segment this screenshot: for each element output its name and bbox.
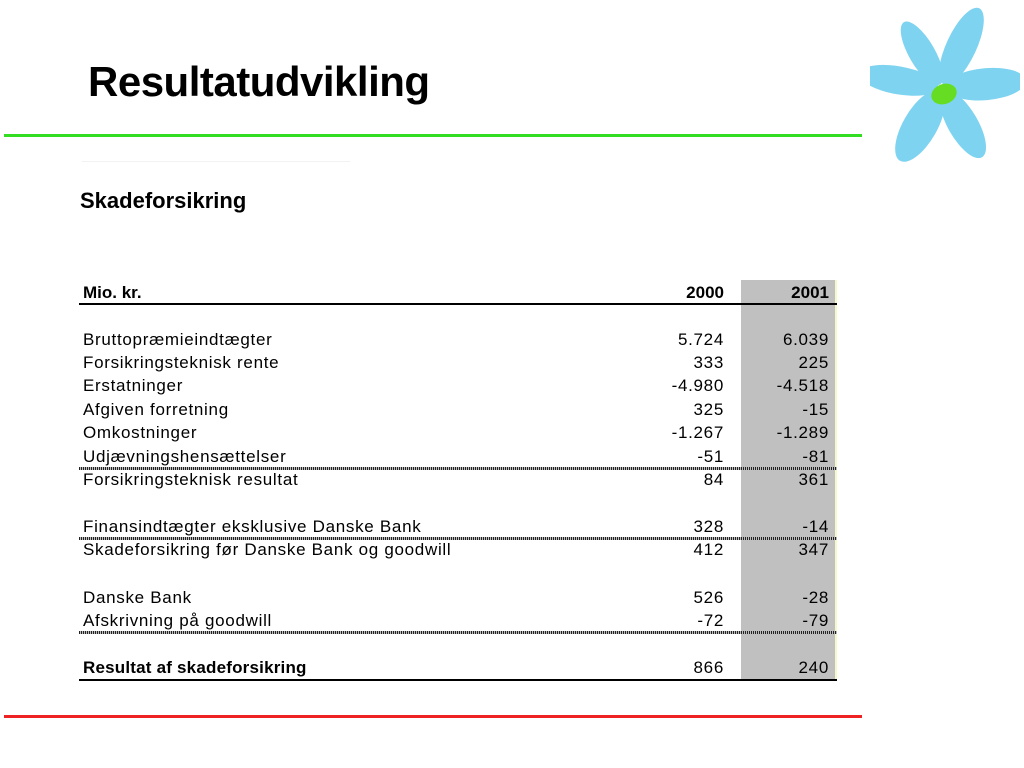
faint-divider [82, 161, 350, 162]
row-label: Erstatninger [83, 376, 184, 395]
flower-logo-icon [870, 6, 1020, 170]
row-label: Omkostninger [83, 423, 198, 442]
table-row [79, 352, 835, 374]
row-value-2001: -81 [802, 447, 829, 466]
row-value-2001: 6.039 [782, 330, 829, 349]
row-value-2000: -72 [697, 611, 724, 630]
slide-title: Resultatudvikling [88, 58, 430, 105]
row-label: Udjævningshensættelser [83, 447, 287, 466]
table-row [79, 539, 835, 561]
row-value-2001: 240 [798, 658, 829, 677]
header-2001: 2001 [791, 283, 829, 302]
table-row [79, 422, 835, 444]
table-row [79, 587, 835, 609]
header-rule [79, 303, 837, 305]
row-value-2000: -1.267 [671, 423, 724, 442]
row-value-2001: -28 [802, 588, 829, 607]
table-row [79, 399, 835, 421]
row-label: Forsikringsteknisk rente [83, 353, 280, 372]
row-value-2001: 347 [798, 540, 829, 559]
row-value-2000: 412 [693, 540, 724, 559]
header-2000: 2000 [686, 283, 724, 302]
row-label: Danske Bank [83, 588, 192, 607]
row-value-2000: 325 [693, 400, 724, 419]
row-value-2000: -51 [697, 447, 724, 466]
row-value-2000: 866 [693, 658, 724, 677]
top-divider [4, 134, 862, 137]
total-rule [79, 679, 837, 681]
table-row [79, 446, 835, 468]
row-label: Forsikringsteknisk resultat [83, 470, 299, 489]
total-row [79, 657, 835, 679]
row-value-2001: -15 [802, 400, 829, 419]
row-value-2000: 84 [703, 470, 724, 489]
row-label: Finansindtægter eksklusive Danske Bank [83, 517, 422, 536]
table-row [79, 610, 835, 632]
table-header [79, 282, 835, 304]
results-table [79, 280, 837, 682]
table-row [79, 375, 835, 397]
row-value-2001: -1.289 [776, 423, 829, 442]
row-label: Resultat af skadeforsikring [83, 658, 307, 677]
row-value-2001: -14 [802, 517, 829, 536]
row-value-2001: 225 [798, 353, 829, 372]
row-value-2000: 333 [693, 353, 724, 372]
row-value-2000: 526 [693, 588, 724, 607]
subtotal-rule [79, 631, 837, 634]
table-row [79, 469, 835, 491]
bottom-divider [4, 715, 862, 718]
row-value-2001: -4.518 [776, 376, 829, 395]
row-label: Afskrivning på goodwill [83, 611, 273, 630]
highlight-column-edge [835, 280, 837, 680]
row-value-2000: -4.980 [671, 376, 724, 395]
section-subtitle: Skadeforsikring [80, 188, 247, 213]
row-label: Skadeforsikring før Danske Bank og goodwill [83, 540, 452, 559]
table-row [79, 516, 835, 538]
row-value-2001: 361 [798, 470, 829, 489]
table-row [79, 329, 835, 351]
header-label: Mio. kr. [83, 283, 142, 302]
row-value-2001: -79 [802, 611, 829, 630]
row-label: Afgiven forretning [83, 400, 229, 419]
row-value-2000: 5.724 [677, 330, 724, 349]
row-value-2000: 328 [693, 517, 724, 536]
row-label: Bruttopræmieindtægter [83, 330, 273, 349]
